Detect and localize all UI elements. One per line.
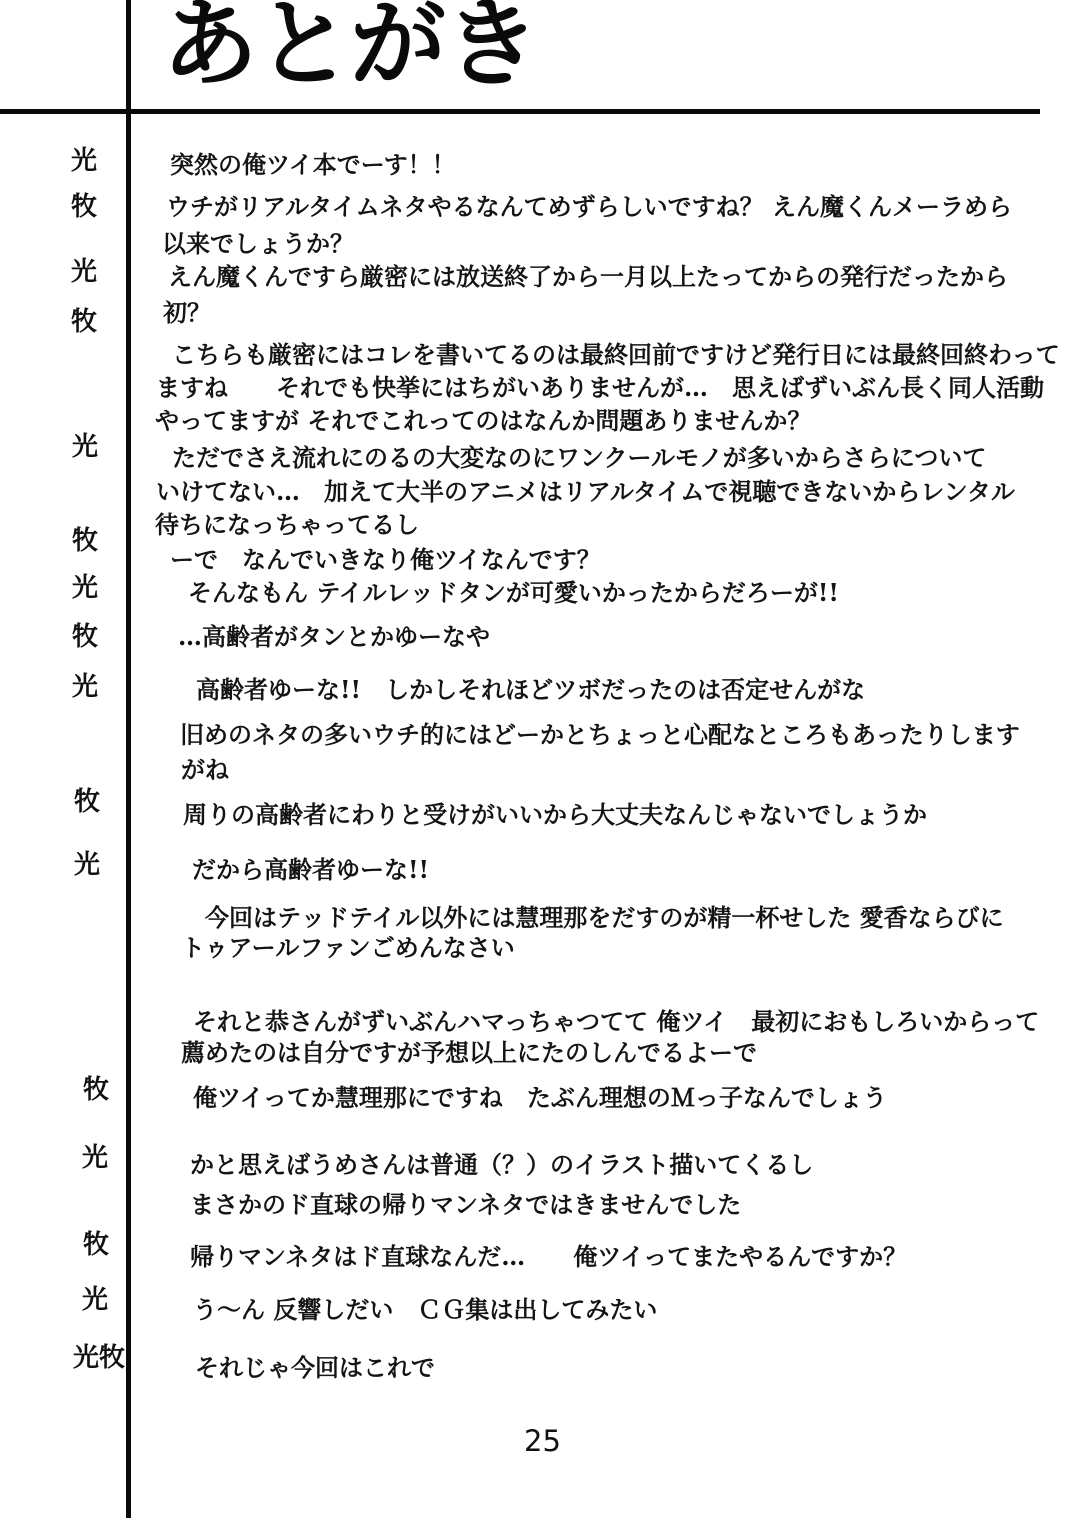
dialogue-line: 高齢者ゆーな!! しかしそれほどツボだったのは否定せんがな [196, 675, 866, 704]
speaker-label: 光 [72, 573, 99, 603]
dialogue-line: まさかのド直球の帰りマンネタではきませんでした [190, 1190, 742, 1219]
dialogue-line: ますね それでも快挙にはちがいありませんが… 思えばずいぶん長く同人活動 [156, 373, 1044, 402]
dialogue-line: それと恭さんがずいぶんハマっちゃつてて 俺ツイ 最初におもしろいからって [193, 1007, 1040, 1036]
dialogue-line: こちらも厳密にはコレを書いてるのは最終回前ですけど発行日には最終回終わって [172, 340, 1060, 369]
dialogue-line: 周りの高齢者にわりと受けがいいから大丈夫なんじゃないでしょうか [183, 800, 927, 829]
speaker-label: 牧 [72, 526, 99, 556]
dialogue-line: やってますが それでこれってのはなんか問題ありませんか？ [155, 406, 812, 435]
dialogue-line: …高齢者がタンとかゆーなや [178, 622, 490, 651]
dialogue-line: そんなもん テイルレッドタンが可愛いかったからだろーが!! [188, 578, 839, 607]
speaker-label: 光牧 [73, 1343, 126, 1373]
title-underline-rule [0, 109, 1040, 114]
dialogue-line: 帰りマンネタはド直球なんだ… 俺ツイってまたやるんですか？ [190, 1242, 908, 1271]
speaker-label: 光 [71, 146, 98, 176]
dialogue-line: 以来でしょうか？ [162, 229, 354, 258]
speaker-label: 牧 [72, 622, 99, 652]
dialogue-line: ウチがリアルタイムネタやるなんてめずらしいですね？ えん魔くんメーラめら [166, 192, 1012, 221]
dialogue-line: ただでさえ流れにのるの大変なのにワンクールモノが多いからさらについて [172, 443, 987, 472]
dialogue-line: だから高齢者ゆーな!! [192, 855, 430, 884]
left-margin-rule [126, 0, 131, 1518]
dialogue-line: トゥアールファンごめんなさい [181, 933, 515, 962]
dialogue-line: がね [181, 755, 229, 784]
speaker-label: 光 [74, 850, 101, 880]
page-title: あとがき [162, 0, 538, 100]
speaker-label: 光 [71, 257, 98, 287]
dialogue-line: ーで なんでいきなり俺ツイなんです？ [170, 545, 601, 574]
dialogue-line: えん魔くんですら厳密には放送終了から一月以上たってからの発行だったから [168, 262, 1008, 291]
dialogue-line: いけてない… 加えて大半のアニメはリアルタイムで視聴できないからレンタル [156, 477, 1015, 506]
dialogue-line: 旧めのネタの多いウチ的にはどーかとちょっと心配なところもあったりします [180, 720, 1020, 749]
speaker-label: 牧 [71, 307, 98, 337]
speaker-label: 光 [72, 672, 99, 702]
speaker-label: 牧 [83, 1075, 110, 1105]
dialogue-line: 俺ツイってか慧理那にですね たぶん理想のＭっ子なんでしょう [193, 1083, 887, 1112]
speaker-label: 牧 [83, 1230, 110, 1260]
speaker-label: 牧 [74, 787, 101, 817]
speaker-label: 光 [82, 1143, 109, 1173]
dialogue-line: かと思えばうめさんは普通（？）のイラスト描いてくるし [190, 1150, 814, 1179]
speaker-label: 光 [82, 1285, 109, 1315]
dialogue-line: 今回はテッドテイル以外には慧理那をだすのが精一杯せした 愛香ならびに [205, 903, 1004, 932]
dialogue-line: それじゃ今回はこれで [195, 1353, 435, 1382]
page-number: 25 [524, 1424, 561, 1458]
dialogue-line: 待ちになっちゃってるし [155, 510, 419, 539]
dialogue-line: 突然の俺ツイ本でーす！！ [170, 150, 456, 179]
dialogue-line: う～ん 反響しだい ＣＧ集は出してみたい [193, 1295, 658, 1324]
dialogue-line: 薦めたのは自分ですが予想以上にたのしんでるよーで [181, 1038, 757, 1067]
dialogue-line: 初？ [163, 298, 211, 327]
speaker-label: 光 [72, 432, 99, 462]
speaker-label: 牧 [71, 192, 98, 222]
